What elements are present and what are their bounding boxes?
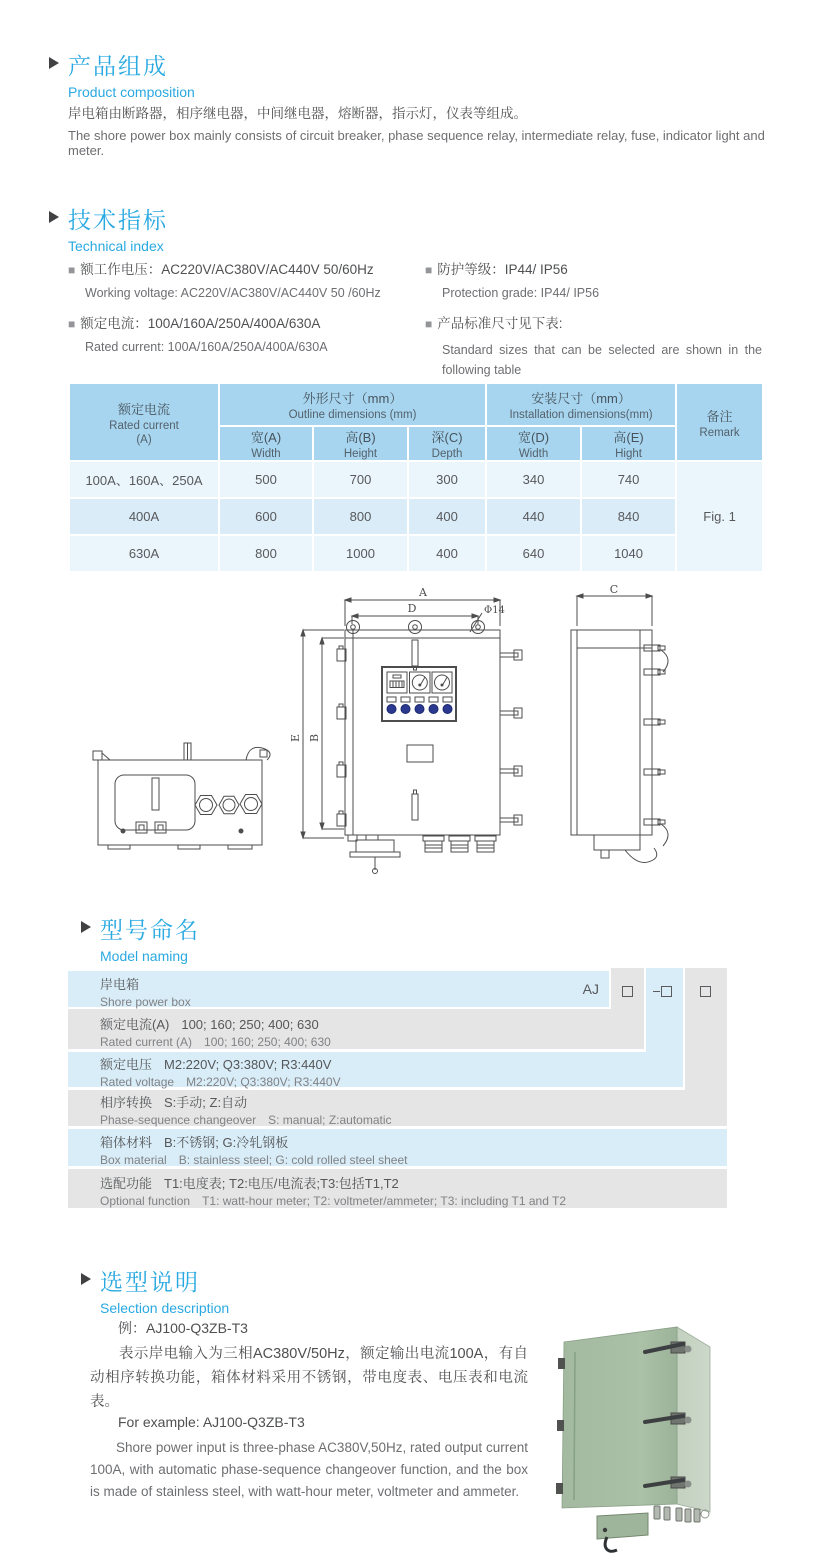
spec-item: ■ 产品标准尺寸见下表: — [425, 316, 563, 331]
meter-panel-drawing — [382, 667, 456, 721]
square-bullet-icon: ■ — [425, 317, 433, 331]
spec-column-left — [68, 258, 413, 366]
section-arrow-icon — [49, 211, 59, 223]
section-title-en: Technical index — [68, 238, 164, 254]
section-title-en: Selection description — [100, 1300, 230, 1316]
col-header-rated-current: 额定电流 Rated current (A) — [69, 383, 219, 461]
spec-item-en: Protection grade: IP44/ IP56 — [442, 286, 600, 300]
col-group-installation: 安装尺寸（mm） Installation dimensions(mm) — [486, 383, 676, 426]
square-bullet-icon: ■ — [425, 263, 433, 277]
section-arrow-icon — [81, 1273, 91, 1285]
section-title-cn: 型号命名 — [100, 917, 200, 943]
dim-label-a: A — [419, 586, 427, 599]
col-header-remark: 备注 Remark — [676, 383, 763, 461]
spec-item-en: Standard sizes that can be selected are shown in the following table — [442, 343, 762, 377]
spec-item: ■ 额定电流：100A/160A/250A/400A/630A — [68, 316, 321, 331]
square-bullet-icon: ■ — [68, 263, 76, 277]
naming-row-optional-function: 选配功能 T1:电度表; T2:电压/电流表;T3:包括T1,T2 Optional function T1: watt-hour meter; T2: voltmeter/ammeter; T3: including T1 and T2 — [68, 1169, 727, 1208]
selection-example-cn: 例：AJ100-Q3ZB-T3 — [118, 1320, 248, 1336]
indicator-lights — [387, 697, 452, 714]
col-header-width-d: 宽(D) Width — [486, 426, 581, 461]
model-code-slot-3 — [700, 983, 711, 998]
section-title-cn: 技术指标 — [68, 207, 168, 233]
spec-item: ■ 额工作电压：AC220V/AC380V/AC440V 50/60Hz — [68, 262, 374, 277]
model-code-slot-2 — [653, 983, 672, 998]
gland-box — [597, 1513, 648, 1539]
product-photo — [545, 1292, 830, 1562]
col-header-height-e: 高(E) Hight — [581, 426, 676, 461]
selection-paragraph-cn: 表示岸电输入为三相AC380V/50Hz，额定输出电流100A，有自动相序转换功能，箱体材料采用不锈钢，带电度表、电压表和电流表。 — [90, 1346, 528, 1410]
dimensions-table — [68, 382, 764, 573]
spec-item: ■ 防护等级：IP44/ IP56 — [425, 262, 568, 277]
section-arrow-icon — [49, 57, 59, 69]
composition-paragraph-cn: 岸电箱由断路器，相序继电器，中间继电器，熔断器，指示灯，仪表等组成。 — [68, 106, 527, 121]
composition-paragraph-en: The shore power box mainly consists of circuit breaker, phase sequence relay, intermediate relay, fuse, indicator light and meter. — [68, 128, 765, 158]
model-naming-diagram — [68, 968, 727, 1208]
naming-row-box-material: 箱体材料 B:不锈钢; G:冷轧钢板 Box material B: stainless steel; G: cold rolled steel sheet — [68, 1129, 727, 1166]
front-view-drawing — [301, 598, 522, 874]
table-row: 630A 800 1000 400 640 1040 — [69, 535, 763, 572]
selection-example-en: For example: AJ100-Q3ZB-T3 — [118, 1414, 305, 1430]
dim-label-e: E — [289, 733, 302, 743]
hinge-icon — [557, 1420, 564, 1431]
square-bullet-icon: ■ — [68, 317, 76, 331]
naming-row-phase-sequence: 相序转换 S:手动; Z:自动 Phase-sequence changeover S: manual; Z:automatic — [68, 1090, 727, 1126]
section-product-composition-head — [68, 48, 195, 100]
dim-label-b: B — [308, 733, 321, 743]
model-code-slot-1 — [622, 983, 633, 998]
hook-cable — [605, 1537, 617, 1551]
col-header-depth-c: 深(C) Depth — [408, 426, 486, 461]
hinge-icon — [556, 1483, 563, 1494]
side-view-drawing — [571, 594, 668, 862]
clamp-icons — [500, 650, 522, 825]
dim-label-phi14: Φ14 — [484, 605, 505, 616]
table-row: 400A 600 800 400 440 840 — [69, 498, 763, 535]
section-arrow-icon — [81, 921, 91, 933]
cable-gland-icons — [423, 836, 496, 852]
naming-row-shore-power-box: 岸电箱 Shore power box — [68, 971, 609, 1007]
table-row: 100A、160A、250A 500 700 300 340 740 Fig. 1 — [69, 461, 763, 498]
box-door-face — [562, 1327, 677, 1508]
section-title-en: Model naming — [100, 948, 188, 964]
spec-item-en: Working voltage: AC220V/AC380V/AC440V 50 /60Hz — [85, 286, 381, 300]
spec-column-right — [425, 258, 770, 392]
dim-label-d: D — [407, 602, 417, 615]
section-title-cn: 选型说明 — [100, 1269, 200, 1295]
model-prefix: AJ — [582, 981, 599, 997]
section-title-cn: 产品组成 — [68, 53, 168, 79]
dim-label-c: C — [609, 583, 619, 596]
section-technical-index-head — [68, 202, 168, 254]
section-selection-head — [100, 1264, 229, 1316]
section-model-naming-head — [100, 912, 200, 964]
remark-figure-ref: Fig. 1 — [676, 461, 763, 572]
technical-drawing-figure — [60, 582, 770, 892]
section-title-en: Product composition — [68, 84, 195, 100]
hinge-icon — [558, 1358, 565, 1369]
spec-item-en: Rated current: 100A/160A/250A/400A/630A — [85, 340, 328, 354]
col-header-height-b: 高(B) Height — [313, 426, 408, 461]
selection-paragraph-en: Shore power input is three-phase AC380V,50Hz, rated output current 100A, with automatic phase-sequence changeover function, and the box is made of stainless steel, with watt-hour meter, voltmeter and ammeter. — [90, 1440, 528, 1499]
hex-gland-icons — [195, 795, 262, 815]
latch-icons — [644, 645, 668, 846]
naming-row-rated-voltage: 额定电压 M2:220V; Q3:380V; R3:440V Rated voltage M2:220V; Q3:380V; R3:440V — [68, 1052, 682, 1087]
bottom-view-drawing — [93, 743, 270, 849]
col-group-outline: 外形尺寸（mm） Outline dimensions (mm) — [219, 383, 486, 426]
naming-row-rated-current: 额定电流(A) 100; 160; 250; 400; 630 Rated current (A) 100; 160; 250; 400; 630 — [68, 1009, 644, 1049]
col-header-width-a: 宽(A) Width — [219, 426, 313, 461]
